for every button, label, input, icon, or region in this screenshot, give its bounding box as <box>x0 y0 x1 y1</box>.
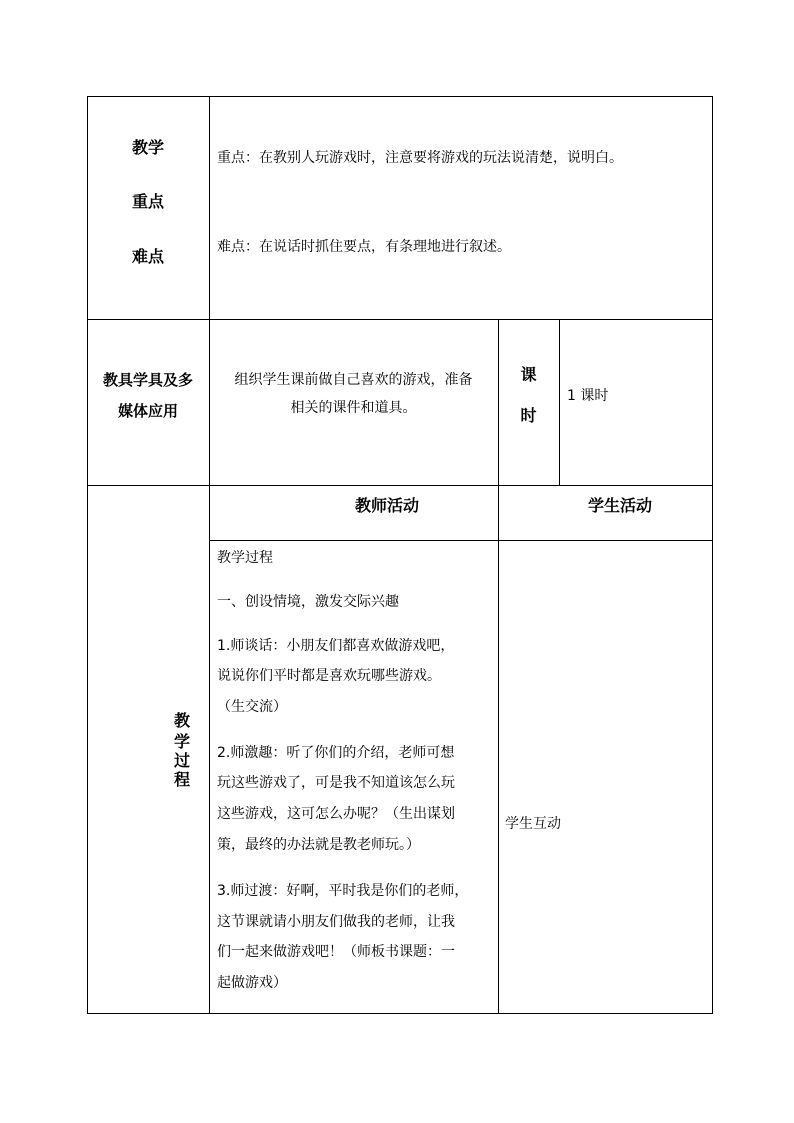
teacher-line: 1.师谈话：小朋友们都喜欢做游戏吧， <box>217 638 455 654</box>
focus-label-line-2: 重点 <box>131 192 164 211</box>
teacher-line: 起做游戏） <box>217 975 287 991</box>
student-activity-text: 学生互动 <box>505 816 561 832</box>
focus-label-line-1: 教学 <box>131 138 164 157</box>
period-column-divider <box>559 319 560 486</box>
focus-label-line-3: 难点 <box>131 247 164 266</box>
header-divider <box>209 540 713 541</box>
teacher-line: 玩这些游戏了，可是我不知道该怎么玩 <box>217 775 455 791</box>
teacher-line: 3.师过渡：好啊，平时我是你们的老师， <box>217 883 469 899</box>
teacher-activity-header: 教师活动 <box>354 496 419 515</box>
teacher-line: 教学过程 <box>217 550 273 566</box>
process-label-char-2: 学 <box>173 732 190 751</box>
media-content-line-1: 组织学生课前做自己喜欢的游戏，准备 <box>234 372 473 388</box>
period-value: 1 课时 <box>567 388 609 404</box>
table-border-right <box>712 96 713 1014</box>
teacher-line: 这些游戏，这可怎么办呢？（生出谋划 <box>217 806 455 822</box>
table-border-top <box>87 96 713 97</box>
media-content-line-2: 相关的课件和道具。 <box>290 400 417 416</box>
teacher-line: 2.师激趣：听了你们的介绍，老师可想 <box>217 745 455 761</box>
process-label-char-1: 教 <box>173 711 190 730</box>
teacher-line: 策，最终的办法就是教老师玩。） <box>217 837 420 853</box>
period-label-line-2: 时 <box>520 406 537 425</box>
media-label-line-2: 媒体应用 <box>117 402 178 420</box>
student-activity-header: 学生活动 <box>587 496 652 515</box>
media-label-line-1: 教具学具及多 <box>102 371 193 389</box>
teacher-line: 这节课就请小朋友们做我的老师，让我 <box>217 914 455 930</box>
row-divider-1 <box>87 319 713 320</box>
period-label-line-1: 课 <box>520 365 537 384</box>
teacher-line: 们一起来做游戏吧！（师板书课题：一 <box>217 944 455 960</box>
label-column-divider <box>209 96 210 1014</box>
focus-text: 重点：在教别人玩游戏时，注意要将游戏的玩法说清楚，说明白。 <box>217 150 623 166</box>
table-border-bottom <box>87 1013 713 1014</box>
teacher-line: 一、创设情境，激发交际兴趣 <box>217 594 399 610</box>
process-label-char-4: 程 <box>173 770 190 789</box>
difficulty-text: 难点：在说话时抓住要点，有条理地进行叙述。 <box>217 239 511 255</box>
teacher-line: （生交流） <box>217 699 287 715</box>
row-divider-2 <box>87 485 713 486</box>
process-label-char-3: 过 <box>173 751 190 770</box>
table-border-left <box>87 96 88 1014</box>
teacher-line: 说说你们平时都是喜欢玩哪些游戏。 <box>217 668 441 684</box>
